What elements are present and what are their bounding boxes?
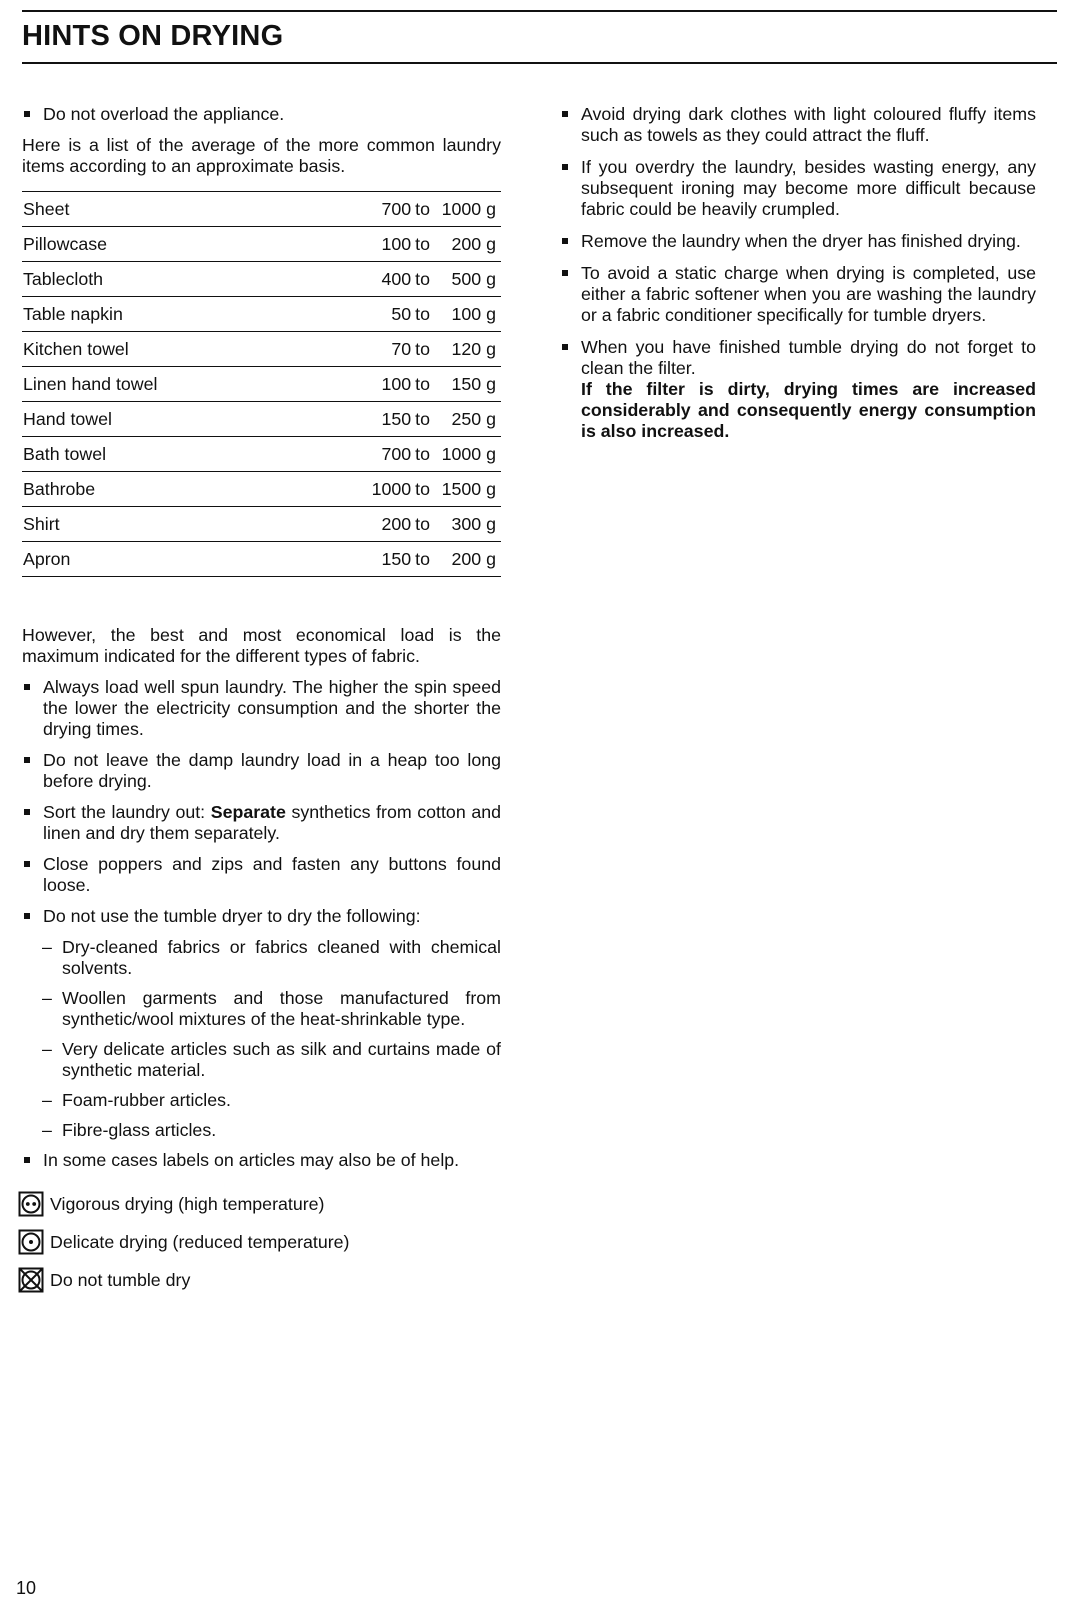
weight-range: [267, 472, 501, 507]
range-word: to: [415, 408, 430, 429]
weight-range: [267, 507, 501, 542]
care-symbols-legend: [18, 1190, 349, 1304]
sort-bullet: [22, 802, 501, 844]
dont-dry-item: – Very delicate articles such as silk and curtains made of synthetic material.: [22, 1039, 501, 1081]
do-not-tumble-dry-icon: [18, 1267, 44, 1293]
table-row: [22, 227, 501, 262]
right-column: [560, 104, 1036, 453]
laundry-item: Bathrobe: [22, 472, 267, 507]
weight-to: 100 g: [451, 303, 496, 324]
weight-from: 150: [381, 408, 412, 429]
weight-range: [267, 367, 501, 402]
weight-range: [267, 402, 501, 437]
laundry-weight-table: [22, 191, 501, 577]
weight-to: 120 g: [451, 338, 496, 359]
laundry-item: Sheet: [22, 192, 267, 227]
range-word: to: [415, 338, 430, 359]
laundry-item: Hand towel: [22, 402, 267, 437]
table-row: [22, 507, 501, 542]
filter-text: When you have finished tumble drying do not forget to clean the filter.: [581, 337, 1036, 378]
range-word: to: [415, 303, 430, 324]
range-word: to: [415, 548, 430, 569]
weight-from: 700: [381, 198, 412, 219]
weight-to: 250 g: [451, 408, 496, 429]
table-row: [22, 332, 501, 367]
labels-bullet: In some cases labels on articles may also be of help.: [22, 1150, 501, 1171]
remove-laundry-bullet: Remove the laundry when the dryer has finished drying.: [560, 231, 1036, 252]
table-row: [22, 262, 501, 297]
range-word: to: [415, 268, 430, 289]
sort-bold-word: Separate: [210, 802, 286, 822]
weight-from: 100: [381, 233, 412, 254]
weight-from: 150: [381, 548, 412, 569]
table-row: [22, 437, 501, 472]
poppers-bullet: Close poppers and zips and fasten any buttons found loose.: [22, 854, 501, 896]
static-charge-bullet: To avoid a static charge when drying is completed, use either a fabric softener when you are washing the laundry or a fabric conditioner specifically for tumble dryers.: [560, 263, 1036, 326]
weight-range: [267, 297, 501, 332]
dont-dry-item: – Fibre-glass articles.: [22, 1120, 501, 1141]
range-word: to: [415, 198, 430, 219]
table-row: [22, 192, 501, 227]
weight-to: 1500 g: [441, 478, 496, 499]
dont-dry-item: – Foam-rubber articles.: [22, 1090, 501, 1111]
page-number: 10: [16, 1578, 37, 1598]
laundry-item: Kitchen towel: [22, 332, 267, 367]
weight-from: 400: [381, 268, 412, 289]
weight-from: 70: [391, 338, 412, 359]
weight-from: 50: [391, 303, 412, 324]
symbol-label: Delicate drying (reduced temperature): [50, 1231, 350, 1252]
symbol-label: Vigorous drying (high temperature): [50, 1193, 325, 1214]
symbol-row: [18, 1228, 349, 1256]
weight-from: 200: [381, 513, 412, 534]
weight-range: [267, 227, 501, 262]
weight-from: 100: [381, 373, 412, 394]
dont-dry-item: – Woollen garments and those manufactured from synthetic/wool mixtures of the heat-shrinkable type.: [22, 988, 501, 1030]
table-row: [22, 402, 501, 437]
top-rule: [22, 10, 1057, 12]
weight-to: 1000 g: [441, 443, 496, 464]
weight-range: [267, 262, 501, 297]
table-row: [22, 367, 501, 402]
filter-bullet: [560, 337, 1036, 442]
table-row: [22, 297, 501, 332]
weight-range: [267, 192, 501, 227]
symbol-row: [18, 1266, 349, 1294]
filter-warning: If the filter is dirty, drying times are increased considerably and consequently energy consumption is also increased.: [581, 379, 1036, 441]
title-underline: [22, 62, 1057, 64]
laundry-item: Table napkin: [22, 297, 267, 332]
range-word: to: [415, 373, 430, 394]
table-row: [22, 472, 501, 507]
range-word: to: [415, 233, 430, 254]
tumble-dry-high-icon: [18, 1191, 44, 1217]
weight-from: 700: [381, 443, 412, 464]
overload-bullet: Do not overload the appliance.: [22, 104, 501, 125]
left-column: [22, 104, 501, 1181]
tumble-dry-low-icon: [18, 1229, 44, 1255]
range-word: to: [415, 443, 430, 464]
weight-to: 300 g: [451, 513, 496, 534]
weight-range: [267, 542, 501, 577]
intro-paragraph: Here is a list of the average of the more common laundry items according to an approximate basis.: [22, 135, 501, 176]
weight-to: 500 g: [451, 268, 496, 289]
spin-bullet: Always load well spun laundry. The higher the spin speed the lower the electricity consumption and the shorter the drying times.: [22, 677, 501, 740]
range-word: to: [415, 478, 430, 499]
weight-to: 200 g: [451, 233, 496, 254]
laundry-item: Linen hand towel: [22, 367, 267, 402]
weight-to: 200 g: [451, 548, 496, 569]
sort-suffix: synthetics from cotton and linen and dry them separately.: [43, 802, 501, 843]
weight-to: 1000 g: [441, 198, 496, 219]
weight-range: [267, 332, 501, 367]
overdry-bullet: If you overdry the laundry, besides wasting energy, any subsequent ironing may become more difficult because fabric could be heavily crumpled.: [560, 157, 1036, 220]
dark-clothes-bullet: Avoid drying dark clothes with light coloured fluffy items such as towels as they could attract the fluff.: [560, 104, 1036, 146]
economical-load-paragraph: However, the best and most economical load is the maximum indicated for the different types of fabric.: [22, 625, 501, 666]
laundry-item: Pillowcase: [22, 227, 267, 262]
symbol-label: Do not tumble dry: [50, 1269, 191, 1290]
dont-use-bullet: Do not use the tumble dryer to dry the following:: [22, 906, 501, 927]
laundry-item: Tablecloth: [22, 262, 267, 297]
table-row: [22, 542, 501, 577]
symbol-row: [18, 1190, 349, 1218]
weight-range: [267, 437, 501, 472]
range-word: to: [415, 513, 430, 534]
weight-from: 1000: [371, 478, 412, 499]
weight-to: 150 g: [451, 373, 496, 394]
page-title: HINTS ON DRYING: [22, 20, 284, 52]
laundry-item: Bath towel: [22, 437, 267, 472]
damp-load-bullet: Do not leave the damp laundry load in a heap too long before drying.: [22, 750, 501, 792]
laundry-item: Shirt: [22, 507, 267, 542]
sort-prefix: Sort the laundry out:: [43, 802, 211, 822]
dont-dry-item: – Dry-cleaned fabrics or fabrics cleaned with chemical solvents.: [22, 937, 501, 979]
laundry-item: Apron: [22, 542, 267, 577]
